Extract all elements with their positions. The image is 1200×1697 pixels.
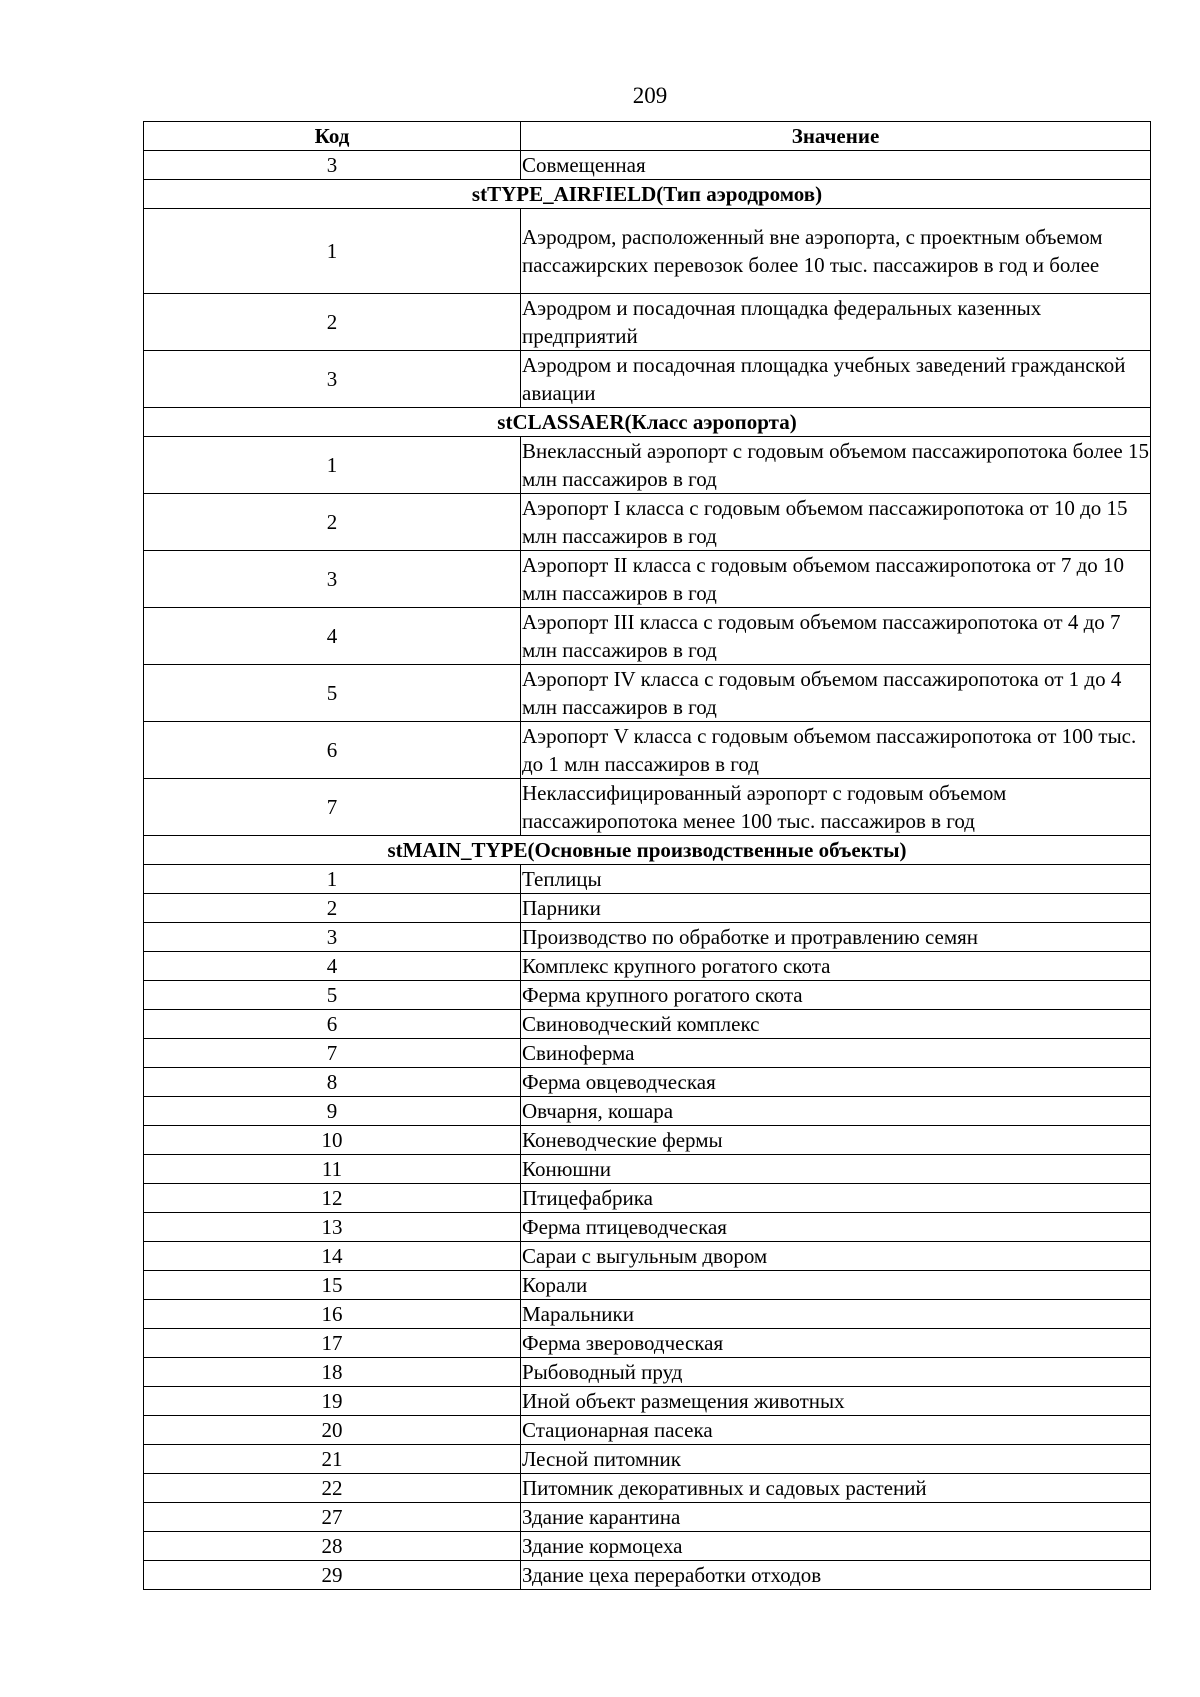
section-title: stCLASSAER(Класс аэропорта)	[144, 408, 1151, 437]
table-row	[144, 437, 1151, 494]
code-cell: 1	[144, 209, 521, 294]
table-row	[144, 608, 1151, 665]
code-cell: 6	[144, 722, 521, 779]
code-cell: 7	[144, 1039, 521, 1068]
value-cell: Ферма крупного рогатого скота	[521, 981, 1151, 1010]
value-cell: Аэропорт IV класса с годовым объемом пассажиропотока от 1 до 4 млн пассажиров в год	[521, 665, 1151, 722]
code-cell: 14	[144, 1242, 521, 1271]
code-cell: 2	[144, 894, 521, 923]
code-cell: 12	[144, 1184, 521, 1213]
table-row	[144, 1126, 1151, 1155]
value-cell: Комплекс крупного рогатого скота	[521, 952, 1151, 981]
table-row	[144, 1358, 1151, 1387]
code-cell: 11	[144, 1155, 521, 1184]
page-number: 209	[632, 83, 668, 108]
value-cell: Внеклассный аэропорт с годовым объемом пассажиропотока более 15 млн пассажиров в год	[521, 437, 1151, 494]
code-cell: 3	[144, 923, 521, 952]
table-row	[144, 923, 1151, 952]
value-cell: Конюшни	[521, 1155, 1151, 1184]
code-cell: 4	[144, 952, 521, 981]
value-cell: Здание цеха переработки отходов	[521, 1561, 1151, 1590]
table-row	[144, 1474, 1151, 1503]
value-cell: Питомник декоративных и садовых растений	[521, 1474, 1151, 1503]
table-row	[144, 1155, 1151, 1184]
code-cell: 18	[144, 1358, 521, 1387]
table-row	[144, 1300, 1151, 1329]
code-cell: 20	[144, 1416, 521, 1445]
code-cell: 28	[144, 1532, 521, 1561]
value-cell: Аэродром и посадочная площадка учебных заведений гражданской авиации	[521, 351, 1151, 408]
code-cell: 5	[144, 665, 521, 722]
code-cell: 2	[144, 494, 521, 551]
header-code: Код	[144, 122, 521, 151]
code-cell: 4	[144, 608, 521, 665]
code-cell: 21	[144, 1445, 521, 1474]
code-cell: 5	[144, 981, 521, 1010]
table-row	[144, 1503, 1151, 1532]
section-title: stMAIN_TYPE(Основные производственные объекты)	[144, 836, 1151, 865]
value-cell: Сараи с выгульным двором	[521, 1242, 1151, 1271]
table-row	[144, 865, 1151, 894]
code-cell: 19	[144, 1387, 521, 1416]
table-row	[144, 494, 1151, 551]
code-cell: 16	[144, 1300, 521, 1329]
code-table	[143, 121, 1151, 1590]
table-row	[144, 1561, 1151, 1590]
table-row	[144, 351, 1151, 408]
code-cell: 29	[144, 1561, 521, 1590]
value-cell: Рыбоводный пруд	[521, 1358, 1151, 1387]
table-row	[144, 151, 1151, 180]
value-cell: Ферма птицеводческая	[521, 1213, 1151, 1242]
code-cell: 10	[144, 1126, 521, 1155]
value-cell: Ферма звероводческая	[521, 1329, 1151, 1358]
value-cell: Аэропорт III класса с годовым объемом пассажиропотока от 4 до 7 млн пассажиров в год	[521, 608, 1151, 665]
value-cell: Ферма овцеводческая	[521, 1068, 1151, 1097]
code-cell: 9	[144, 1097, 521, 1126]
code-cell: 6	[144, 1010, 521, 1039]
table-row	[144, 1213, 1151, 1242]
table-row	[144, 1039, 1151, 1068]
table-row	[144, 981, 1151, 1010]
section-header-row	[144, 180, 1151, 209]
table-row	[144, 779, 1151, 836]
header-value: Значение	[521, 122, 1151, 151]
value-cell: Корали	[521, 1271, 1151, 1300]
value-cell: Производство по обработке и протравлению семян	[521, 923, 1151, 952]
value-cell: Аэропорт V класса с годовым объемом пассажиропотока от 100 тыс. до 1 млн пассажиров в год	[521, 722, 1151, 779]
code-cell: 1	[144, 865, 521, 894]
value-cell: Здание кормоцеха	[521, 1532, 1151, 1561]
value-cell: Коневодческие фермы	[521, 1126, 1151, 1155]
table-row	[144, 1387, 1151, 1416]
table-row	[144, 1184, 1151, 1213]
code-cell: 15	[144, 1271, 521, 1300]
code-cell: 7	[144, 779, 521, 836]
table-row	[144, 551, 1151, 608]
section-header-row	[144, 836, 1151, 865]
section-title: stTYPE_AIRFIELD(Тип аэродромов)	[144, 180, 1151, 209]
table-row	[144, 1532, 1151, 1561]
table-row	[144, 1329, 1151, 1358]
value-cell: Аэродром, расположенный вне аэропорта, с проектным объемом пассажирских перевозок более 10 тыс. пассажиров в год и более	[521, 209, 1151, 294]
table-row	[144, 294, 1151, 351]
code-cell: 27	[144, 1503, 521, 1532]
table-row	[144, 894, 1151, 923]
value-cell: Маральники	[521, 1300, 1151, 1329]
value-cell: Теплицы	[521, 865, 1151, 894]
value-cell: Аэропорт I класса с годовым объемом пассажиропотока от 10 до 15 млн пассажиров в год	[521, 494, 1151, 551]
table-row	[144, 665, 1151, 722]
code-cell: 2	[144, 294, 521, 351]
code-cell: 17	[144, 1329, 521, 1358]
table-row	[144, 952, 1151, 981]
value-cell: Свиноферма	[521, 1039, 1151, 1068]
table-row	[144, 1068, 1151, 1097]
code-cell: 3	[144, 551, 521, 608]
value-cell: Овчарня, кошара	[521, 1097, 1151, 1126]
table-header-row	[144, 122, 1151, 151]
table-row	[144, 1271, 1151, 1300]
section-header-row	[144, 408, 1151, 437]
code-cell: 1	[144, 437, 521, 494]
table-row	[144, 722, 1151, 779]
table-row	[144, 1416, 1151, 1445]
value-cell: Здание карантина	[521, 1503, 1151, 1532]
value-cell: Аэропорт II класса с годовым объемом пассажиропотока от 7 до 10 млн пассажиров в год	[521, 551, 1151, 608]
value-cell: Свиноводческий комплекс	[521, 1010, 1151, 1039]
code-cell: 3	[144, 151, 521, 180]
code-cell: 3	[144, 351, 521, 408]
value-cell: Стационарная пасека	[521, 1416, 1151, 1445]
table-row	[144, 1445, 1151, 1474]
code-cell: 13	[144, 1213, 521, 1242]
table-row	[144, 1242, 1151, 1271]
value-cell: Аэродром и посадочная площадка федеральных казенных предприятий	[521, 294, 1151, 351]
table-row	[144, 1010, 1151, 1039]
value-cell: Иной объект размещения животных	[521, 1387, 1151, 1416]
value-cell: Неклассифицированный аэропорт с годовым объемом пассажиропотока менее 100 тыс. пассажиров в год	[521, 779, 1151, 836]
value-cell: Совмещенная	[521, 151, 1151, 180]
value-cell: Парники	[521, 894, 1151, 923]
table-row	[144, 209, 1151, 294]
table-body	[144, 151, 1151, 1590]
code-cell: 22	[144, 1474, 521, 1503]
value-cell: Птицефабрика	[521, 1184, 1151, 1213]
value-cell: Лесной питомник	[521, 1445, 1151, 1474]
code-cell: 8	[144, 1068, 521, 1097]
table-row	[144, 1097, 1151, 1126]
